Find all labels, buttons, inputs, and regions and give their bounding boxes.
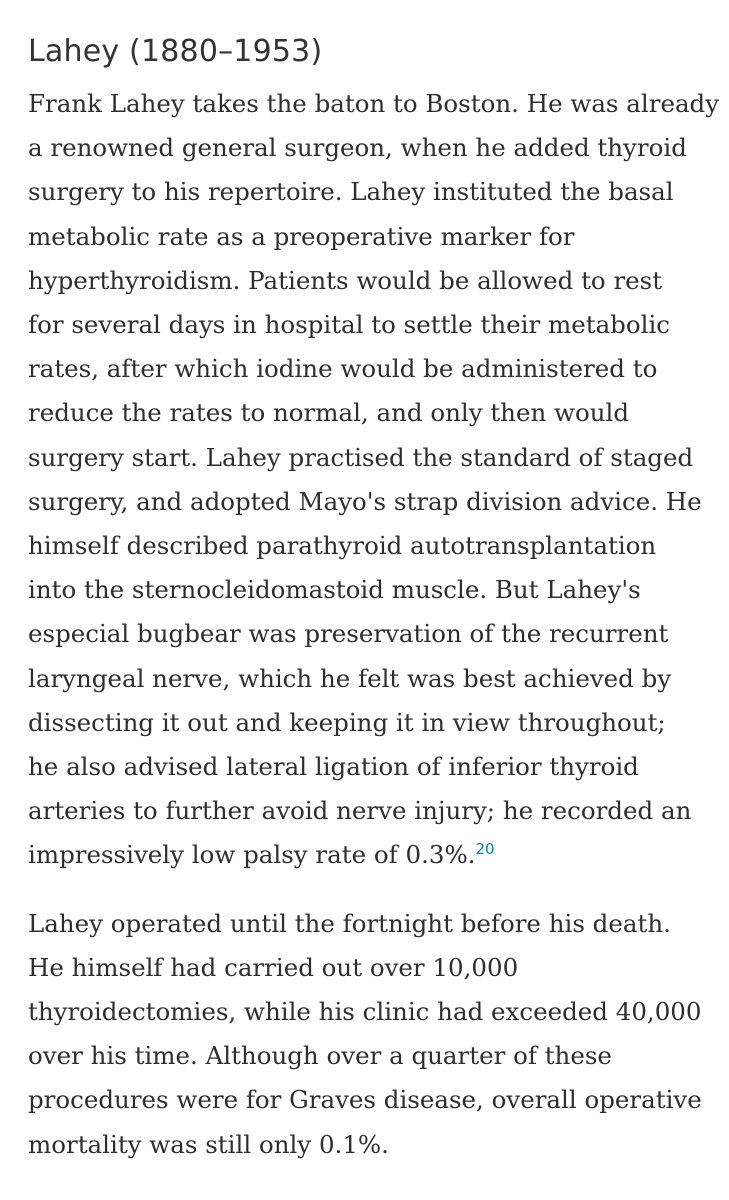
- paragraph-line: he also advised lateral ligation of inferior thyroid: [28, 752, 639, 782]
- paragraph-line: rates, after which iodine would be administered to: [28, 354, 658, 384]
- paragraph-line: metabolic rate as a preoperative marker for: [28, 221, 575, 251]
- paragraph-line: into the sternocleidomastoid muscle. But Lahey's: [28, 575, 641, 605]
- paragraph-line: surgery, and adopted Mayo's strap division advice. He: [28, 486, 702, 516]
- paragraph-2: [28, 902, 718, 1167]
- paragraph-line: himself described parathyroid autotransplantation: [28, 531, 657, 561]
- paragraph-line: reduce the rates to normal, and only then would: [28, 398, 630, 428]
- paragraph-line-text: impressively low palsy rate of 0.3%.: [28, 840, 476, 870]
- paragraph-line: over his time. Although over a quarter of these: [28, 1041, 612, 1071]
- reference-link-20[interactable]: 20: [475, 840, 495, 859]
- paragraph-line: a renowned general surgeon, when he added thyroid: [28, 133, 687, 163]
- paragraph-line: surgery to his repertoire. Lahey instituted the basal: [28, 177, 674, 207]
- paragraph-last-line: [28, 833, 718, 877]
- paragraph-line: laryngeal nerve, which he felt was best achieved by: [28, 663, 672, 693]
- paragraph-1: [28, 82, 718, 878]
- paragraph-line: arteries to further avoid nerve injury; he recorded an: [28, 796, 692, 826]
- paragraph-line: He himself had carried out over 10,000: [28, 952, 519, 982]
- paragraph-line: thyroidectomies, while his clinic had exceeded 40,000: [28, 997, 702, 1027]
- paragraph-line: especial bugbear was preservation of the recurrent: [28, 619, 669, 649]
- section-heading: Lahey (1880–1953): [28, 34, 323, 69]
- paragraph-line: surgery start. Lahey practised the standard of staged: [28, 442, 694, 472]
- paragraph-line: Lahey operated until the fortnight before his death.: [28, 908, 671, 938]
- article-section: [28, 0, 718, 1167]
- paragraph-line: mortality was still only 0.1%.: [28, 1129, 389, 1159]
- paragraph-line: procedures were for Graves disease, overall operative: [28, 1085, 702, 1115]
- paragraph-line: dissecting it out and keeping it in view throughout;: [28, 707, 666, 737]
- paragraph-line: Frank Lahey takes the baton to Boston. He was already: [28, 89, 720, 118]
- paragraph-line: for several days in hospital to settle their metabolic: [28, 310, 671, 340]
- paragraph-line: hyperthyroidism. Patients would be allowed to rest: [28, 265, 663, 295]
